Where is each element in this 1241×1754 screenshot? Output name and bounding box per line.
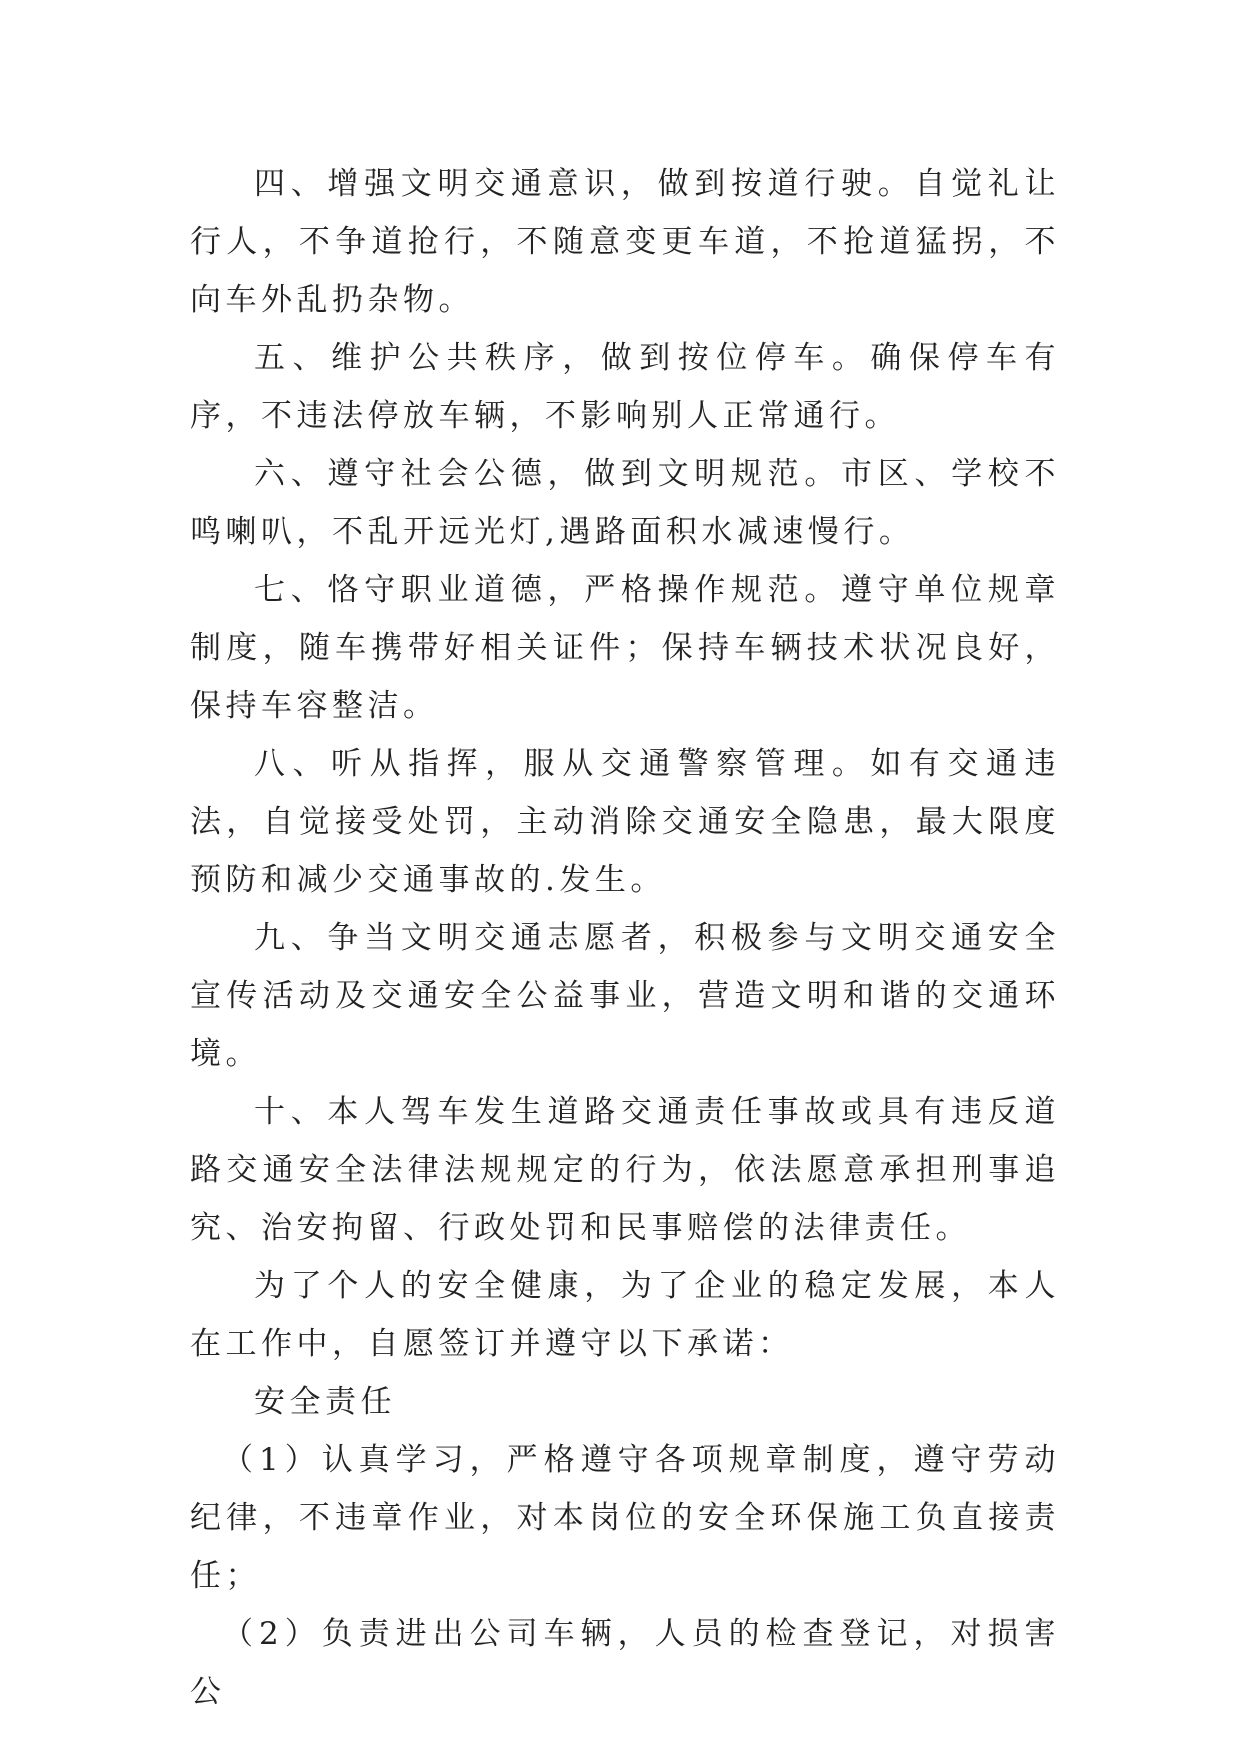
section-heading-safety-responsibility: 安全责任 — [254, 1384, 396, 1420]
paragraph-item-4: 四、增强文明交通意识，做到按道行驶。自觉礼让行人，不争道抢行，不随意变更车道，不抢道猛拐，不向车外乱扔杂物。 — [190, 166, 1060, 318]
paragraph-item-8: 八、听从指挥，服从交通警察管理。如有交通违法，自觉接受处罚，主动消除交通安全隐患，最大限度预防和减少交通事故的.发生。 — [190, 746, 1060, 898]
paragraph-item-5: 五、维护公共秩序，做到按位停车。确保停车有序，不违法停放车辆，不影响别人正常通行。 — [190, 340, 1060, 434]
paragraph-numbered-2: （2）负责进出公司车辆，人员的检查登记，对损害公 — [190, 1616, 1060, 1710]
paragraph-item-7: 七、恪守职业道德，严格操作规范。遵守单位规章制度，随车携带好相关证件；保持车辆技术状况良好，保持车容整洁。 — [190, 572, 1060, 724]
paragraph-item-6: 六、遵守社会公德，做到文明规范。市区、学校不鸣喇叭，不乱开远光灯,遇路面积水减速慢行。 — [190, 456, 1060, 550]
paragraph-commitment-intro: 为了个人的安全健康，为了企业的稳定发展，本人在工作中，自愿签订并遵守以下承诺： — [190, 1268, 1060, 1362]
paragraph-item-10: 十、本人驾车发生道路交通责任事故或具有违反道路交通安全法律法规规定的行为，依法愿意承担刑事追究、治安拘留、行政处罚和民事赔偿的法律责任。 — [190, 1094, 1060, 1246]
paragraph-numbered-1: （1）认真学习，严格遵守各项规章制度，遵守劳动纪律，不违章作业，对本岗位的安全环保施工负直接责任； — [190, 1442, 1060, 1594]
document-body — [190, 155, 1060, 1721]
paragraph-item-9: 九、争当文明交通志愿者，积极参与文明交通安全宣传活动及交通安全公益事业，营造文明和谐的交通环境。 — [190, 920, 1060, 1072]
